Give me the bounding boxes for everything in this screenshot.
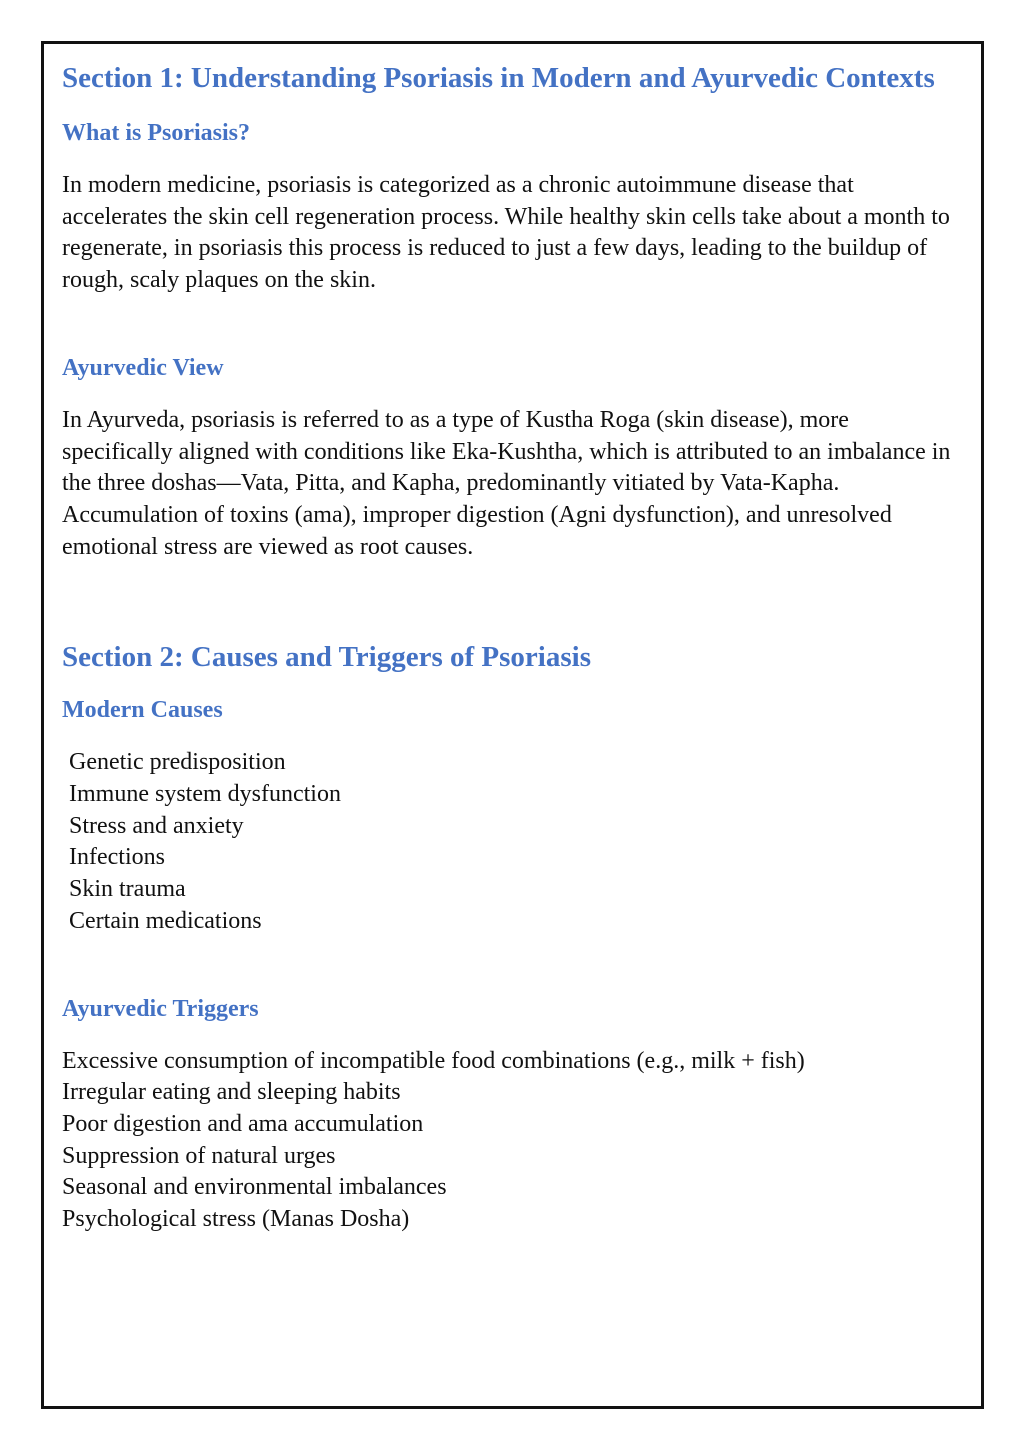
list-item: Excessive consumption of incompatible food combinations (e.g., milk + fish) bbox=[62, 1047, 805, 1074]
ayurvedic-view-heading: Ayurvedic View bbox=[62, 354, 224, 381]
list-item: Skin trauma bbox=[69, 876, 186, 903]
ayurvedic-view-body: In Ayurveda, psoriasis is referred to as a type of Kustha Roga (skin disease), more specifically aligned with conditions like Eka-Kushtha, which is attributed to an imbalance in the three doshas—Vata, Pitta, and Kapha, predominantly vitiated by Vata-Kapha. Accumulation of toxins (ama), improper digestion (Agni dysfunction), and unresolved emotional stress are viewed as root causes. bbox=[62, 406, 951, 560]
document-content bbox=[62, 60, 962, 1236]
list-item: Infections bbox=[69, 844, 165, 871]
ayurvedic-triggers-heading: Ayurvedic Triggers bbox=[62, 995, 259, 1022]
ayurvedic-triggers-list bbox=[62, 1046, 962, 1236]
list-item: Poor digestion and ama accumulation bbox=[62, 1110, 424, 1137]
list-item: Psychological stress (Manas Dosha) bbox=[62, 1206, 410, 1233]
what-is-psoriasis-heading: What is Psoriasis? bbox=[62, 120, 251, 146]
section-1-title: Section 1: Understanding Psoriasis in Modern and Ayurvedic Contexts bbox=[62, 62, 935, 94]
list-item: Stress and anxiety bbox=[69, 812, 244, 839]
list-item: Irregular eating and sleeping habits bbox=[62, 1079, 401, 1106]
modern-causes-heading: Modern Causes bbox=[62, 697, 223, 724]
section-2-title: Section 2: Causes and Triggers of Psoriasis bbox=[62, 641, 591, 674]
modern-causes-list bbox=[62, 747, 962, 937]
list-item: Genetic predisposition bbox=[69, 749, 286, 776]
what-is-psoriasis-body: In modern medicine, psoriasis is categorized as a chronic autoimmune disease that accelerates the skin cell regeneration process. While healthy skin cells take about a month to regenerate, in psoriasis this process is reduced to just a few days, leading to the buildup of rough, scaly plaques on the skin. bbox=[62, 172, 950, 294]
list-item: Certain medications bbox=[69, 907, 262, 934]
list-item: Seasonal and environmental imbalances bbox=[62, 1174, 447, 1201]
list-item: Suppression of natural urges bbox=[62, 1142, 336, 1169]
list-item: Immune system dysfunction bbox=[69, 781, 341, 808]
